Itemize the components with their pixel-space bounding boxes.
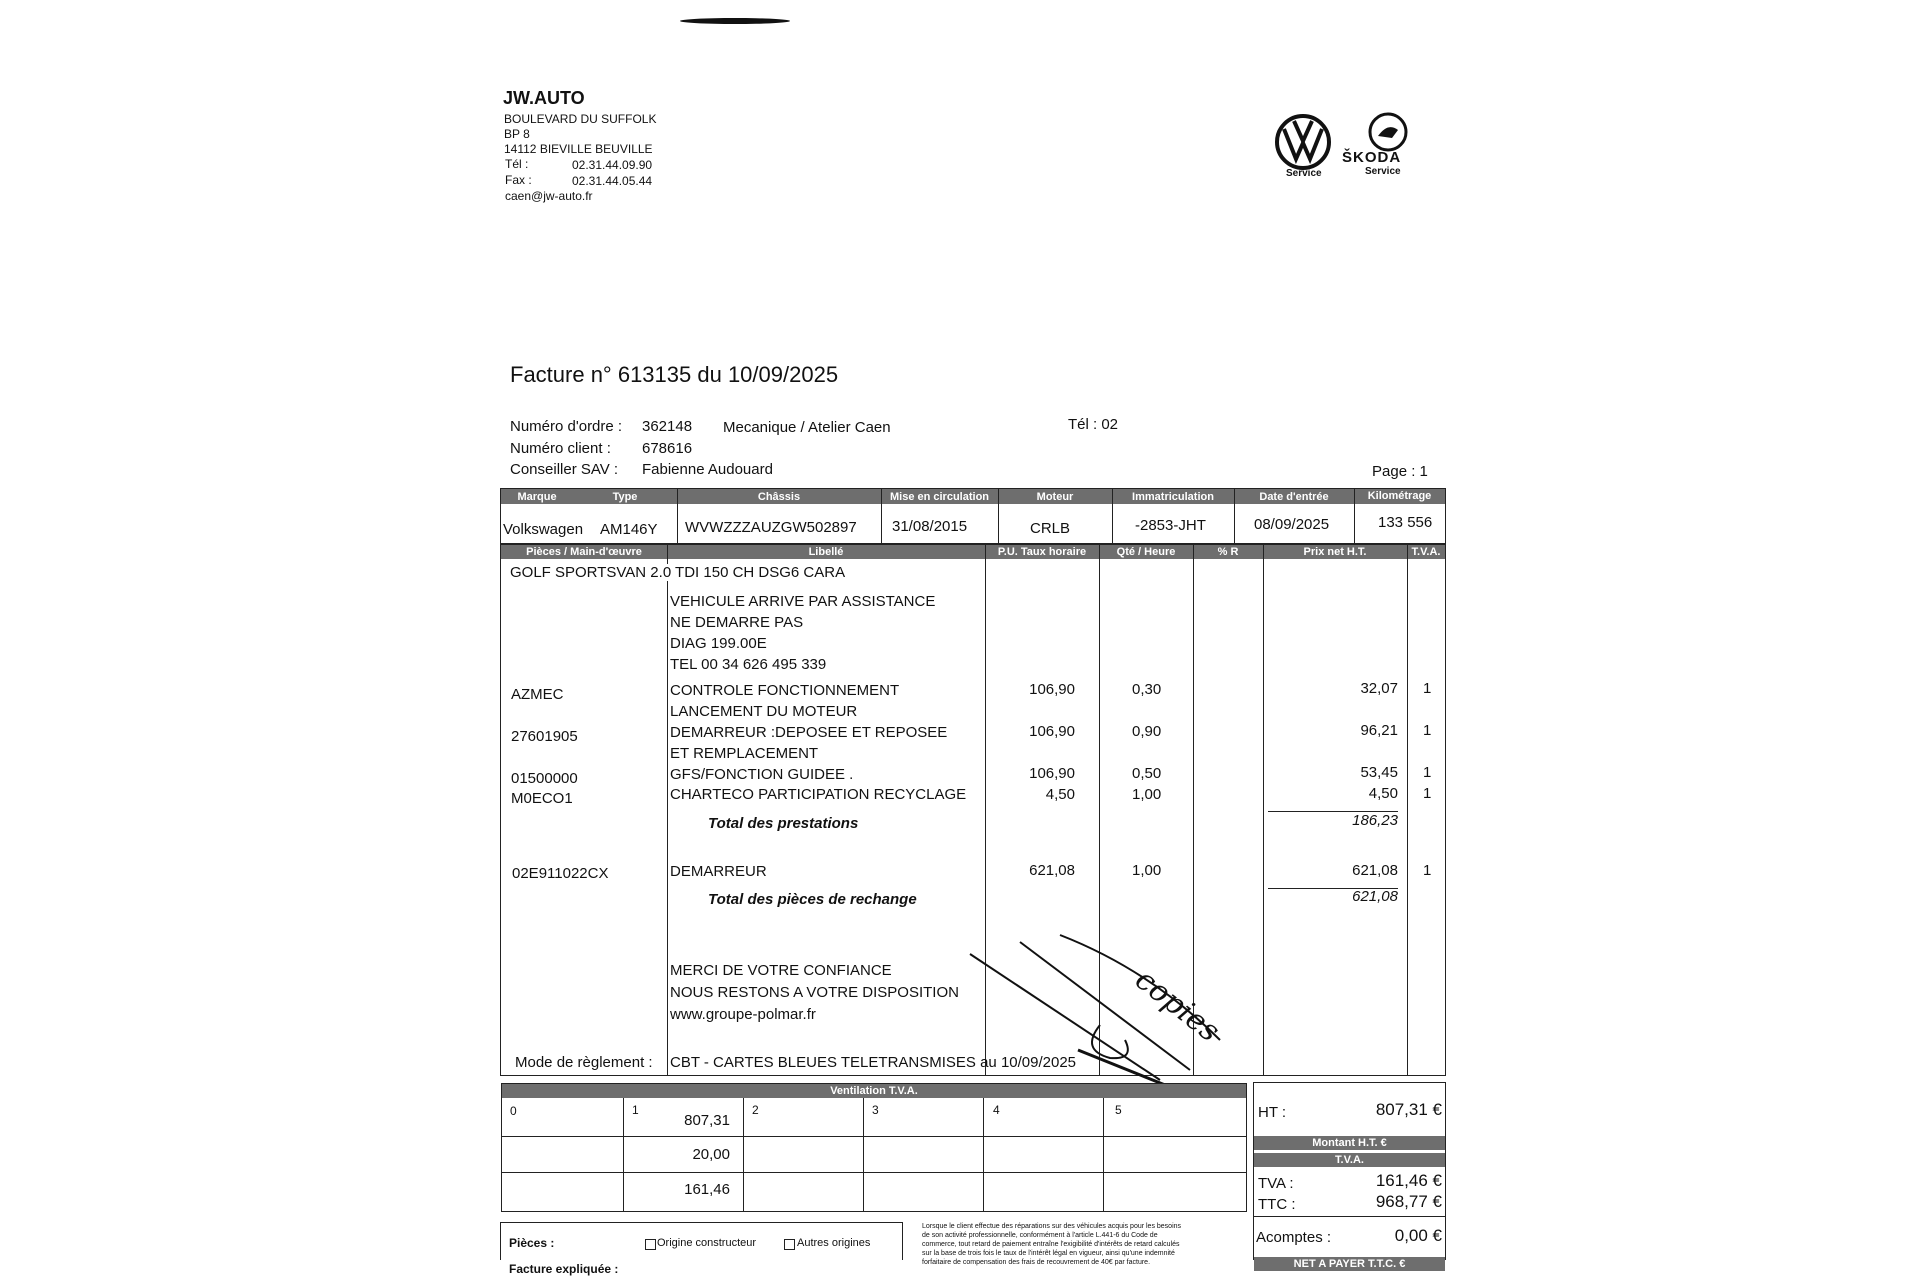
line-code: 01500000 xyxy=(511,770,578,787)
company-tel-label: Tél : xyxy=(505,157,529,171)
vat-divider xyxy=(983,1098,984,1211)
client-label: Numéro client : xyxy=(510,440,611,457)
vehicle-chassis: WVWZZZAUZGW502897 xyxy=(685,519,857,536)
company-name: JW.AUTO xyxy=(503,88,585,108)
lines-divider xyxy=(1407,545,1408,1075)
order-label: Numéro d'ordre : xyxy=(510,418,623,435)
model-line: GOLF SPORTSVAN 2.0 TDI 150 CH DSG6 CARA xyxy=(510,564,846,581)
line-tva: 1 xyxy=(1423,764,1432,781)
line-pu: 106,90 xyxy=(1029,723,1075,740)
vat-amount: 161,46 xyxy=(684,1181,730,1198)
handwritten-note: copies xyxy=(1128,962,1227,1050)
part-code: 02E911022CX xyxy=(512,865,609,882)
vat-col-label: 4 xyxy=(993,1103,1000,1117)
line-pu: 4,50 xyxy=(1045,786,1075,803)
line-label2: LANCEMENT DU MOTEUR xyxy=(670,703,858,720)
company-email: caen@jw-auto.fr xyxy=(505,189,593,203)
scan-mark xyxy=(680,18,790,24)
advisor-label: Conseiller SAV : xyxy=(510,461,619,478)
vat-col-label: 3 xyxy=(872,1103,879,1117)
lines-divider xyxy=(667,545,668,1075)
atelier-label: Mecanique / Atelier Caen xyxy=(723,419,891,436)
vat-row-line xyxy=(502,1172,1246,1173)
line-net: 4,50 xyxy=(1368,785,1398,802)
vw-service-label: Service xyxy=(1286,168,1322,179)
payment-label: Mode de règlement : xyxy=(515,1054,653,1071)
payment-value: CBT - CARTES BLEUES TELETRANSMISES au 10/09/2025 xyxy=(670,1054,1077,1071)
legal-line: commerce, tout retard de paiement entraîne l'exigibilité d'intérêts de retard calculés xyxy=(922,1241,1180,1248)
ht-label: HT : xyxy=(1258,1104,1287,1121)
total-pieces-label: Total des pièces de rechange xyxy=(708,891,917,908)
vat-rate: 20,00 xyxy=(692,1146,730,1163)
invoice-tel: Tél : 02 xyxy=(1068,416,1119,433)
lines-header-libelle: Libellé xyxy=(667,545,985,559)
ttc-value: 968,77 € xyxy=(1375,1192,1442,1211)
lines-header-remise: % R xyxy=(1193,545,1263,559)
vat-col-label: 1 xyxy=(632,1103,639,1117)
vehicle-divider xyxy=(998,489,999,543)
vw-logo xyxy=(1274,113,1332,176)
skoda-name: ŠKODA xyxy=(1342,149,1402,166)
vat-row-line xyxy=(502,1136,1246,1137)
line-label2: ET REMPLACEMENT xyxy=(670,745,819,762)
vehicle-divider xyxy=(677,489,678,543)
line-label: CHARTECO PARTICIPATION RECYCLAGE xyxy=(670,786,967,803)
lines-header-net: Prix net H.T. xyxy=(1263,545,1407,559)
vehicle-header-marque: Marque xyxy=(501,490,573,504)
line-code: M0ECO1 xyxy=(511,790,573,807)
autres-origines-label: Autres origines xyxy=(797,1237,871,1249)
skoda-service-label: Service xyxy=(1365,166,1401,177)
origine-constructeur-label: Origine constructeur xyxy=(657,1237,757,1249)
part-tva: 1 xyxy=(1423,862,1432,879)
totals-rule xyxy=(1254,1216,1445,1217)
part-qty: 1,00 xyxy=(1132,862,1162,879)
vehicle-mise: 31/08/2015 xyxy=(892,518,968,535)
page-number: Page : 1 xyxy=(1372,463,1428,480)
autres-origines-checkbox[interactable] xyxy=(784,1239,795,1250)
facture-expliquee-label: Facture expliquée : xyxy=(509,1262,619,1276)
vehicle-km: 133 556 xyxy=(1378,514,1433,531)
thanks-line: www.groupe-polmar.fr xyxy=(670,1006,816,1023)
total-prestations-value: 186,23 xyxy=(1352,812,1398,829)
advisor-value: Fabienne Audouard xyxy=(642,461,773,478)
line-net: 53,45 xyxy=(1360,764,1398,781)
tva-header: T.V.A. xyxy=(1254,1153,1445,1167)
net-a-payer-header: NET A PAYER T.T.C. € xyxy=(1254,1257,1445,1271)
ttc-label: TTC : xyxy=(1258,1196,1296,1213)
line-tva: 1 xyxy=(1423,785,1432,802)
total-pieces-value: 621,08 xyxy=(1352,888,1398,905)
line-label: GFS/FONCTION GUIDEE . xyxy=(670,766,854,783)
company-address3: 14112 BIEVILLE BEUVILLE xyxy=(504,142,653,156)
note-line: NE DEMARRE PAS xyxy=(670,614,804,631)
line-net: 96,21 xyxy=(1360,722,1398,739)
note-line: DIAG 199.00E xyxy=(670,635,767,652)
tva-value: 161,46 € xyxy=(1375,1171,1442,1190)
vehicle-header-chassis: Châssis xyxy=(677,490,881,504)
vat-title: Ventilation T.V.A. xyxy=(502,1084,1246,1098)
line-net: 32,07 xyxy=(1360,680,1398,697)
tva-label: TVA : xyxy=(1258,1175,1294,1192)
part-net: 621,08 xyxy=(1352,862,1398,879)
total-prestations-label: Total des prestations xyxy=(708,815,859,832)
legal-text xyxy=(922,1222,1181,1267)
vat-divider xyxy=(863,1098,864,1211)
vat-divider xyxy=(623,1098,624,1211)
company-address2: BP 8 xyxy=(504,127,530,141)
vehicle-header-moteur: Moteur xyxy=(998,490,1112,504)
vehicle-header-type: Type xyxy=(573,490,677,504)
line-tva: 1 xyxy=(1423,722,1432,739)
line-code: AZMEC xyxy=(511,686,564,703)
vehicle-immat: -2853-JHT xyxy=(1135,517,1206,534)
lines-header-qty: Qté / Heure xyxy=(1099,545,1193,559)
vat-col-label: 5 xyxy=(1115,1103,1122,1117)
line-qty: 1,00 xyxy=(1132,786,1162,803)
vat-divider xyxy=(743,1098,744,1211)
acomptes-label: Acomptes : xyxy=(1256,1229,1332,1246)
acomptes-value: 0,00 € xyxy=(1394,1226,1442,1245)
vat-divider xyxy=(1103,1098,1104,1211)
part-label: DEMARREUR xyxy=(670,863,767,880)
line-qty: 0,50 xyxy=(1132,765,1162,782)
legal-line: de son activité professionnelle, conformément à l'article L.441-6 du Code de xyxy=(922,1232,1158,1239)
line-pu: 106,90 xyxy=(1029,681,1075,698)
thanks-line: MERCI DE VOTRE CONFIANCE xyxy=(670,962,892,979)
line-qty: 0,30 xyxy=(1132,681,1162,698)
line-code: 27601905 xyxy=(511,728,578,745)
company-tel: 02.31.44.09.90 xyxy=(572,158,653,172)
note-line: TEL 00 34 626 495 339 xyxy=(670,656,827,673)
line-label: DEMARREUR :DEPOSEE ET REPOSEE xyxy=(670,724,948,741)
montant-ht-header: Montant H.T. € xyxy=(1254,1136,1445,1150)
invoice-title: Facture n° 613135 du 10/09/2025 xyxy=(510,362,839,387)
company-address1: BOULEVARD DU SUFFOLK xyxy=(504,112,657,126)
vehicle-divider xyxy=(1354,489,1355,543)
line-tva: 1 xyxy=(1423,680,1432,697)
lines-header-pu: P.U. Taux horaire xyxy=(985,545,1099,559)
vat-col-label: 2 xyxy=(752,1103,759,1117)
vehicle-divider xyxy=(881,489,882,543)
vehicle-moteur: CRLB xyxy=(1030,520,1071,537)
vehicle-header-date: Date d'entrée xyxy=(1234,490,1354,504)
thanks-line: NOUS RESTONS A VOTRE DISPOSITION xyxy=(670,984,959,1001)
note-line: VEHICULE ARRIVE PAR ASSISTANCE xyxy=(670,593,936,610)
vehicle-header-immat: Immatriculation xyxy=(1112,490,1234,504)
vehicle-header-km: Kilométrage xyxy=(1354,489,1445,503)
order-value: 362148 xyxy=(642,418,693,435)
vat-col-label: 0 xyxy=(510,1104,517,1118)
handwritten-strokes xyxy=(960,930,1280,1100)
ht-value: 807,31 € xyxy=(1375,1100,1442,1119)
origine-constructeur-checkbox[interactable] xyxy=(645,1239,656,1250)
company-fax: 02.31.44.05.44 xyxy=(572,174,653,188)
vehicle-header-mise: Mise en circulation xyxy=(881,490,998,504)
vehicle-type: AM146Y xyxy=(600,521,658,538)
pieces-label: Pièces : xyxy=(509,1236,555,1250)
line-pu: 106,90 xyxy=(1029,765,1075,782)
legal-line: Lorsque le client effectue des réparations sur des véhicules acquis pour les besoins xyxy=(922,1223,1182,1230)
legal-line: sur la base de trois fois le taux de l'intérêt légal en vigueur, ainsi qu'une indemnité xyxy=(922,1250,1175,1257)
vat-base: 807,31 xyxy=(684,1112,730,1129)
vehicle-divider xyxy=(1234,489,1235,543)
line-label: CONTROLE FONCTIONNEMENT xyxy=(670,682,900,699)
company-fax-label: Fax : xyxy=(505,173,532,187)
vehicle-date: 08/09/2025 xyxy=(1254,516,1330,533)
part-pu: 621,08 xyxy=(1029,862,1075,879)
vehicle-marque: Volkswagen xyxy=(503,521,584,538)
lines-header-tva: T.V.A. xyxy=(1407,545,1445,559)
legal-line: forfaitaire de compensation des frais de recouvrement de 40€ par facture. xyxy=(922,1259,1151,1266)
lines-header-pieces: Pièces / Main-d'œuvre xyxy=(501,545,667,559)
client-value: 678616 xyxy=(642,440,693,457)
vehicle-divider xyxy=(1112,489,1113,543)
line-qty: 0,90 xyxy=(1132,723,1162,740)
